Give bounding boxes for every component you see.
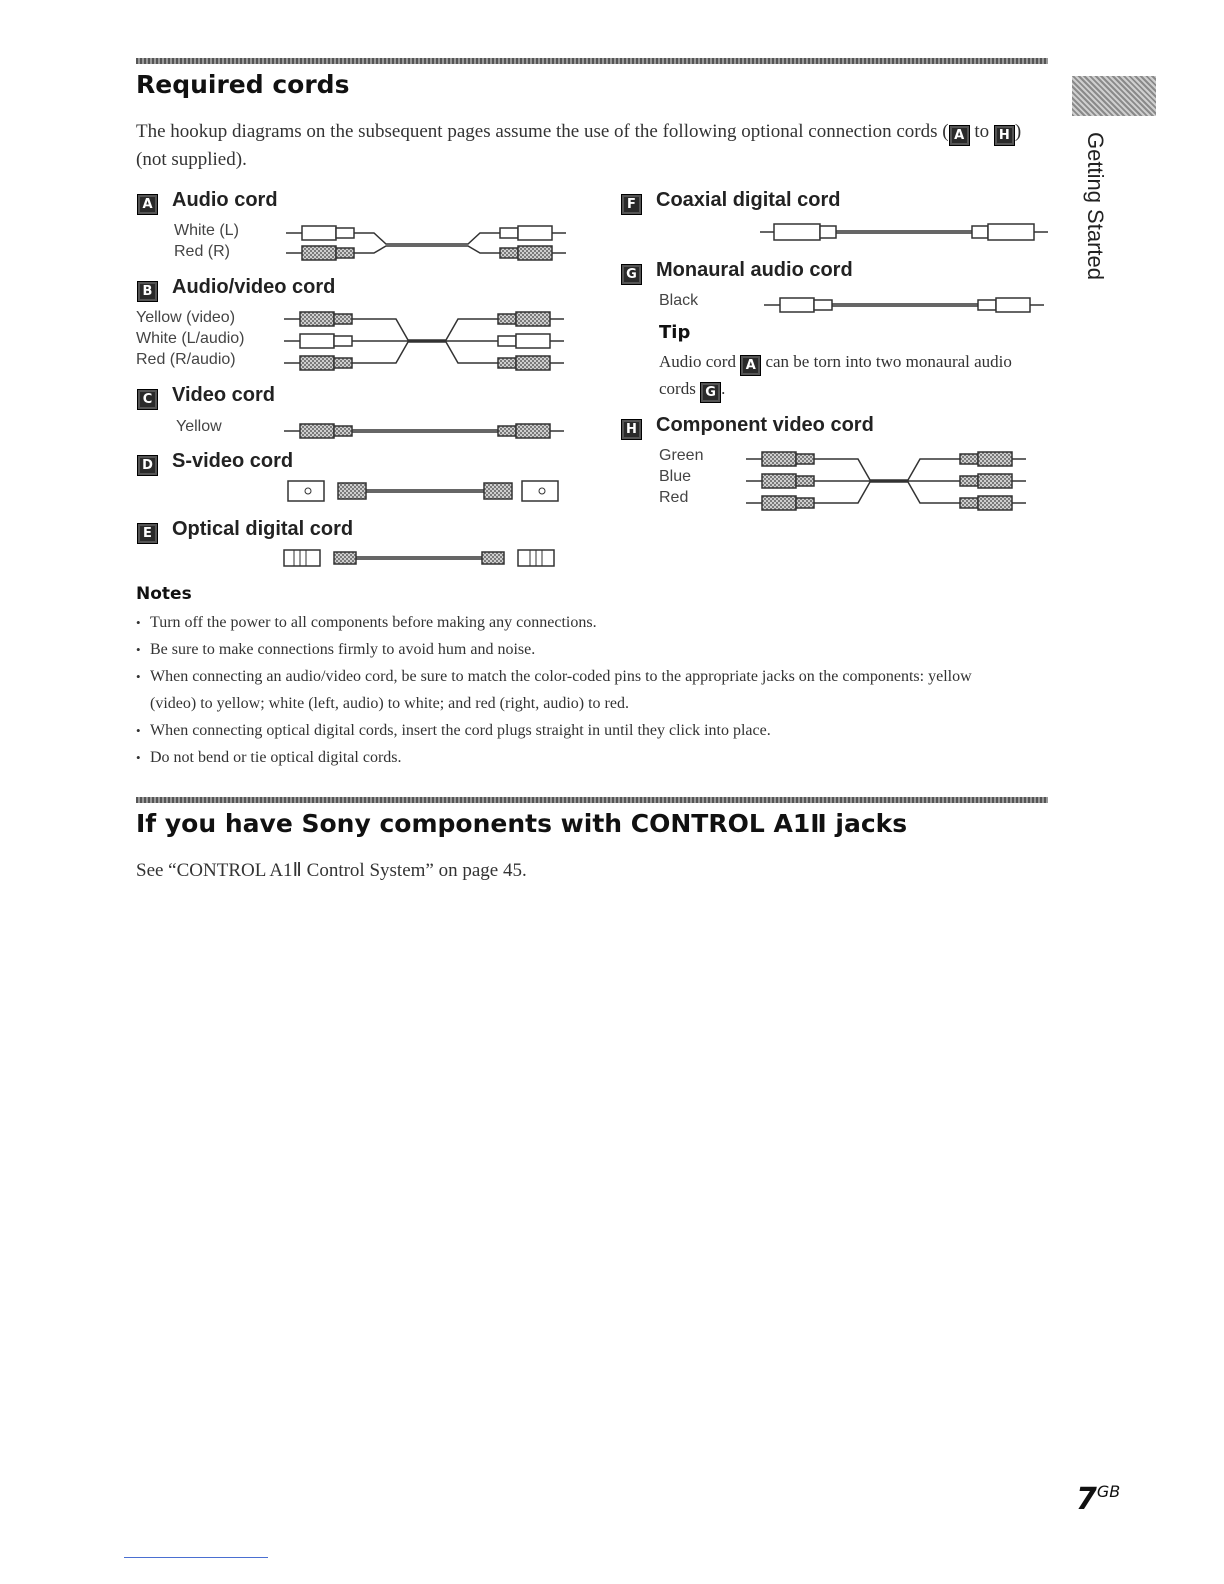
tip-heading: Tip (659, 322, 691, 343)
intro-prefix: The hookup diagrams on the subsequent pages assume the use of the following optional connection cords ( (136, 121, 949, 142)
s-video-cord-illustration (286, 478, 568, 504)
note-item: • When connecting an audio/video cord, be sure to match the color-coded pins to the appropriate jacks on the components: yellow (video) to yellow; white (left, audio) to white; and red (right, audio) to red. (136, 663, 1016, 717)
section-title: If you have Sony components with CONTROL A1Ⅱ jacks (136, 809, 908, 838)
cord-g-title: G Monaural audio cord (621, 259, 853, 285)
plug-right-white (500, 226, 566, 240)
note-item: • Be sure to make connections firmly to avoid hum and noise. (136, 636, 1016, 663)
intro-to: to (969, 121, 994, 142)
page-number: $7^{GB}$ (1076, 1482, 1121, 1517)
optical-digital-cord-illustration (282, 546, 564, 570)
cord-h-label-green: Green (659, 447, 704, 464)
badge-icon: A (949, 125, 970, 146)
cord-a-title: A Audio cord (137, 189, 278, 215)
section-rule (136, 58, 1048, 64)
cord-c-title: C Video cord (137, 384, 275, 410)
note-item: • Turn off the power to all components before making any connections. (136, 609, 1016, 636)
badge-icon: E (137, 523, 158, 544)
cord-h-label-red: Red (659, 489, 689, 506)
audio-cord-illustration (286, 222, 568, 266)
cord-f-title: F Coaxial digital cord (621, 189, 840, 215)
cord-b-title: B Audio/video cord (137, 276, 335, 302)
component-video-cord-illustration (746, 448, 1030, 514)
audio-video-cord-illustration (284, 308, 566, 374)
cord-b-label-white: White (L/audio) (136, 330, 245, 347)
cord-d-title: D S-video cord (137, 450, 293, 476)
cord-h-label-blue: Blue (659, 468, 692, 485)
cord-b-label-red: Red (R/audio) (136, 351, 236, 368)
video-cord-illustration (284, 420, 566, 444)
plug-left-red (286, 246, 354, 260)
monaural-audio-cord-illustration (764, 294, 1046, 318)
intro-suffix: ) (not supplied). (136, 121, 1022, 170)
notes-heading: Notes (136, 584, 192, 604)
section-rule (136, 797, 1048, 803)
section2-text: See “CONTROL A1Ⅱ Control System” on page 45. (136, 860, 527, 881)
section-title: Required cords (136, 70, 350, 99)
cord-c-label-yellow: Yellow (176, 418, 222, 435)
badge-icon: H (621, 419, 642, 440)
plug-right-red (500, 246, 566, 260)
badge-icon: D (137, 455, 158, 476)
badge-icon: C (137, 389, 158, 410)
cord-a-label-red: Red (R) (174, 243, 231, 260)
plug-left-white (286, 226, 354, 240)
note-item: • When connecting optical digital cords, insert the cord plugs straight in until they click into place. (136, 717, 1016, 744)
badge-icon: A (137, 194, 158, 215)
cord-h-title: H Component video cord (621, 414, 874, 440)
page-suffix: GB (1096, 1482, 1121, 1501)
cord-e-title: E Optical digital cord (137, 518, 353, 544)
note-item: • Do not bend or tie optical digital cords. (136, 744, 1016, 771)
intro-paragraph (136, 118, 1036, 174)
badge-icon: H (994, 125, 1015, 146)
badge-icon: G (621, 264, 642, 285)
section-tab-marker (1072, 76, 1156, 116)
cord-g-label-black: Black (659, 292, 699, 309)
footer-line (124, 1557, 268, 1558)
badge-icon: F (621, 194, 642, 215)
badge-icon: B (137, 281, 158, 302)
tip-text: Audio cord A can be torn into two monaural audio cords G . (659, 349, 1049, 403)
cord-a-label-white: White (L) (174, 222, 239, 239)
coaxial-digital-cord-illustration (760, 220, 1050, 244)
notes-list (136, 609, 1016, 771)
badge-icon: A (740, 355, 761, 376)
badge-icon: G (700, 382, 721, 403)
cord-b-label-yellow: Yellow (video) (136, 309, 236, 326)
side-tab-label: Getting Started (1083, 132, 1108, 280)
